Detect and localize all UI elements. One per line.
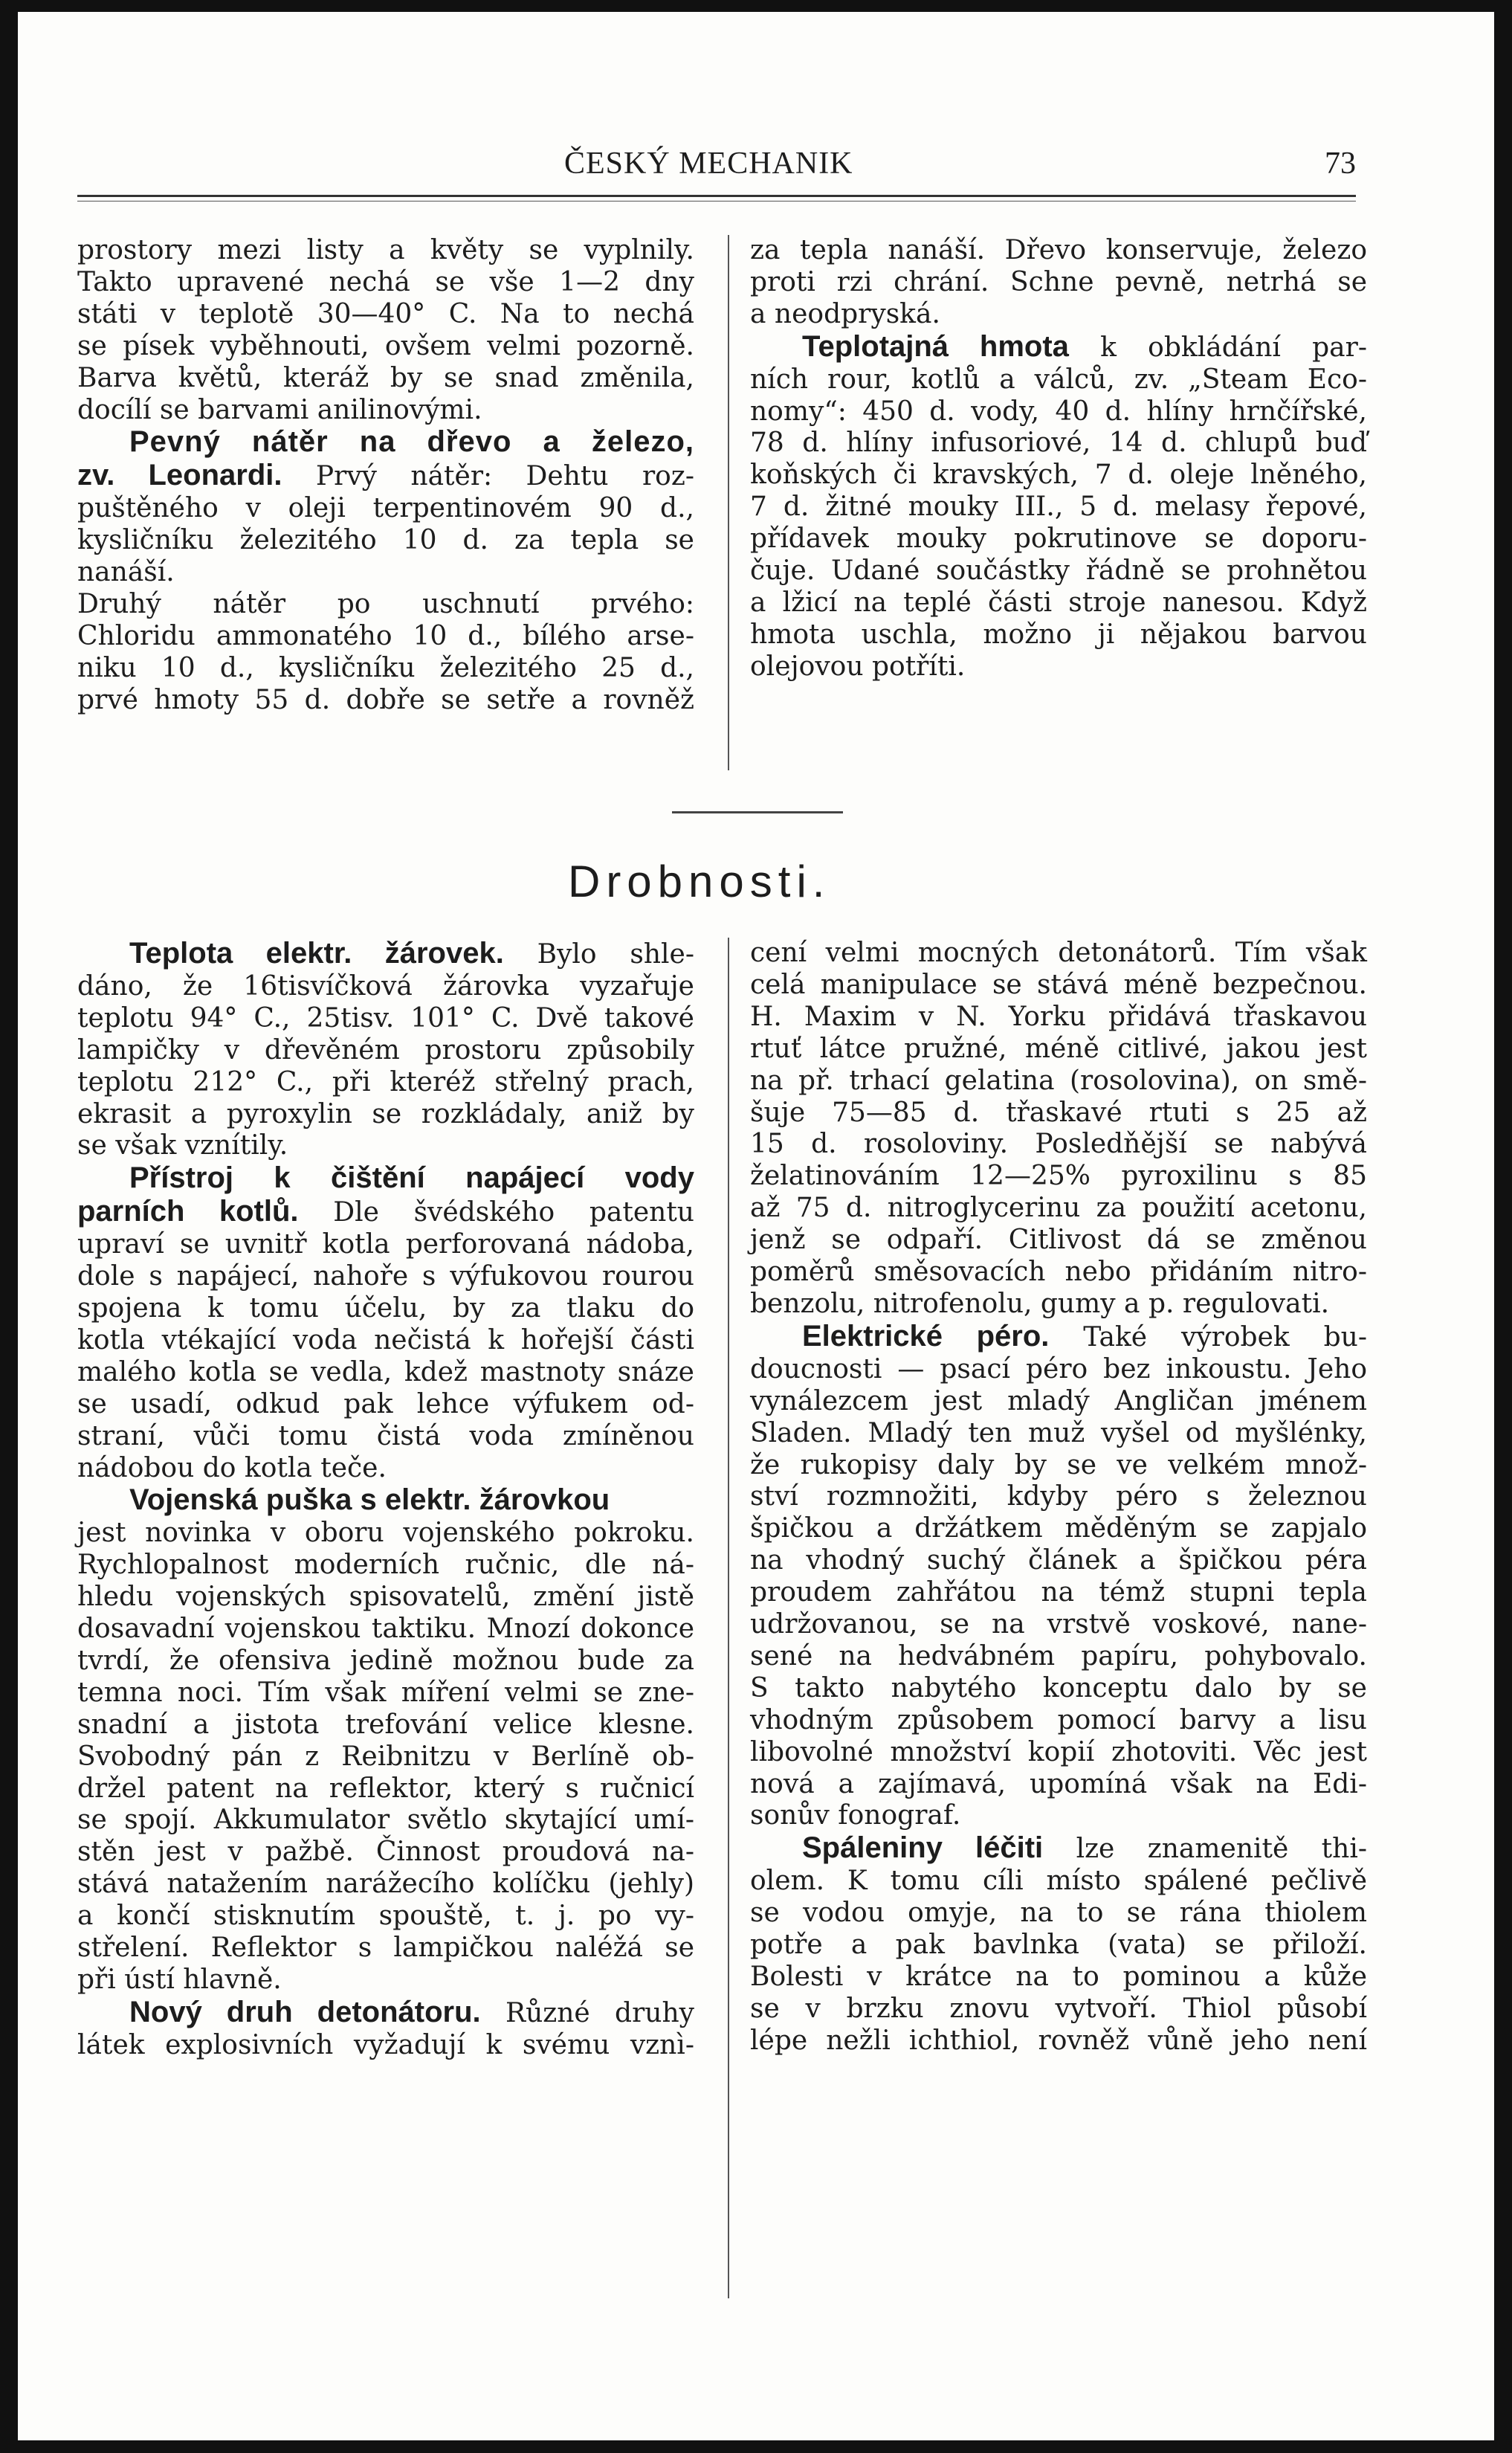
text-line: proti rzi chrání. Schne pevně, netrhá se xyxy=(750,266,1367,297)
text-line: proudem zahřátou na témž stupni tepla xyxy=(750,1577,1367,1608)
text-line: malého kotla se vedla, kdež mastnoty snáze xyxy=(77,1356,694,1387)
text-line: Rychlopalnost moderních ručnic, dle ná- xyxy=(77,1550,694,1581)
text-line: stává natažením narážecího kolíčku (jehly) xyxy=(77,1869,694,1900)
text-line: 78 d. hlíny infusoriové, 14 d. chlupů buď xyxy=(750,428,1367,459)
bottom-left-column xyxy=(77,938,694,2062)
text-line: ekrasit a pyroxylin se rozkládaly, aniž by xyxy=(77,1098,694,1129)
heading-vojenska-puska: Vojenská puška s elektr. žárovkou xyxy=(129,1483,610,1517)
text-line: Druhý nátěr po uschnutí prvého: xyxy=(77,588,694,619)
text-line: Svobodný pán z Reibnitzu v Berlíně ob- xyxy=(77,1741,694,1772)
text-line: se spojí. Akkumulator světlo skytající umí- xyxy=(77,1805,694,1836)
text-line: a lžicí na teplé části stroje nanesou. Když xyxy=(750,587,1367,618)
text-line: 7 d. žitné mouky III., 5 d. melasy řepové, xyxy=(750,491,1367,523)
text-line: hmota uschla, možno ji nějakou barvou xyxy=(750,619,1367,650)
text-line: látek explosivních vyžadují k svému vznì- xyxy=(77,2029,694,2060)
text-line: Barva květů, kteráž by se snad změnila, xyxy=(77,362,694,393)
text-line: olejovou potříti. xyxy=(750,651,966,682)
header-rule-thin xyxy=(77,201,1356,202)
text-line: kotla vtékající voda nečistá k hořejší části xyxy=(77,1324,694,1356)
text-line: čuje. Udané součástky řádně se prohnětou xyxy=(750,555,1367,587)
text-line: a neodpryská. xyxy=(750,298,940,329)
text-line: se písek vyběhnouti, ovšem velmi pozorně. xyxy=(77,330,694,361)
text-line: straní, vůči tomu čistá voda zmíněnou xyxy=(77,1420,694,1451)
column-divider-bottom xyxy=(728,938,729,2298)
text-line: Bolesti v krátce na to pominou a kůže xyxy=(750,1962,1367,1992)
section-divider xyxy=(672,811,843,813)
text-line: špičkou a držátkem měděným se zapjalo xyxy=(750,1513,1367,1544)
text-line: spojena k tomu účelu, by za tlaku do xyxy=(77,1292,694,1324)
text-line: prostory mezi listy a květy se vyplnily. xyxy=(77,235,694,265)
text-line: lampičky v dřevěném prostoru způsobily xyxy=(77,1034,694,1066)
text-line: Sladen. Mladý ten muž vyšel od myšlénky, xyxy=(750,1417,1367,1448)
heading-pevny-nater: Pevný nátěr na dřevo a železo, xyxy=(129,425,694,459)
text-line: dáno, že 16tisvíčková žárovka vyzařuje xyxy=(77,970,694,1002)
text-line: S takto nabytého konceptu dalo by se xyxy=(750,1672,1367,1703)
text-line: nomy“: 450 d. vody, 40 d. hlíny hrnčířské, xyxy=(750,396,1367,427)
column-divider-top xyxy=(728,235,729,770)
text-line: teplotu 94° C., 25tisv. 101° C. Dvě takové xyxy=(77,1002,694,1034)
heading-teplota-zarovek: Teplota elektr. žárovek. Bylo shle- xyxy=(129,937,694,970)
text-line: kysličníku železitého 10 d. za tepla se xyxy=(77,525,694,556)
heading-leonardi-line: zv. Leonardi. Prvý nátěr: Dehtu roz- xyxy=(77,459,694,492)
top-left-column xyxy=(77,235,694,717)
text-line: 15 d. rosoloviny. Posledňější se nabývá xyxy=(750,1129,1367,1160)
text-line: cení velmi mocných detonátorů. Tím však xyxy=(750,938,1367,968)
heading-spaleniny: Spáleniny léčiti lze znamenitě thi- xyxy=(802,1831,1368,1865)
journal-title: ČESKÝ MECHANIK xyxy=(564,146,853,181)
text-line: libovolné množství kopií zhotoviti. Věc jest xyxy=(750,1736,1367,1767)
text-line: olem. K tomu cíli místo spálené pečlivě xyxy=(750,1866,1367,1897)
text-line: prvé hmoty 55 d. dobře se setře a rovněž xyxy=(77,684,694,715)
text-line: za tepla nanáší. Dřevo konservuje, železo xyxy=(750,235,1367,265)
text-line: dosavadní vojenskou taktiku. Mnozí dokonce xyxy=(77,1614,694,1645)
text-line: že rukopisy daly by se ve velkém množ- xyxy=(750,1449,1367,1480)
text-line: Chloridu ammonatého 10 d., bílého arse- xyxy=(77,620,694,651)
text-line: H. Maxim v N. Yorku přidává třaskavou xyxy=(750,1001,1367,1032)
header-rule xyxy=(77,195,1356,197)
text-line: teplotu 212° C., při kteréž střelný prach, xyxy=(77,1066,694,1097)
text-line: vhodným způsobem pomocí barvy a lisu xyxy=(750,1704,1367,1735)
text-line: šuje 75—85 d. třaskavé rtuti s 25 až xyxy=(750,1097,1367,1128)
text-line: při ústí hlavně. xyxy=(77,1964,282,1995)
text-line: niku 10 d., kysličníku železitého 25 d., xyxy=(77,652,694,683)
heading-pristroj: Přístroj k čištění napájecí vody xyxy=(129,1161,694,1195)
text-line: tvrdí, že ofensiva jedině možnou bude za xyxy=(77,1645,694,1676)
text-line: Takto upravené nechá se vše 1—2 dny xyxy=(77,266,694,297)
text-line: rtuť látce pružné, méně citlivé, jakou jest xyxy=(750,1033,1367,1064)
text-line: se vodou omyje, na to se rána thiolem xyxy=(750,1898,1367,1929)
text-line: se však vznítily. xyxy=(77,1130,288,1161)
text-line: dole s napájecí, nahoře s výfukovou rourou xyxy=(77,1261,694,1292)
text-line: jest novinka v oboru vojenského pokroku. xyxy=(77,1518,694,1549)
text-line: upraví se uvnitř kotla perforovaná nádoba, xyxy=(77,1229,694,1260)
text-line: ství rozmnožiti, kdyby péro s železnou xyxy=(750,1481,1367,1512)
text-line: koňských či kravských, 7 d. oleje lněného, xyxy=(750,460,1367,491)
heading-parnich-kotlu: parních kotlů. Dle švédského patentu xyxy=(77,1195,694,1228)
text-line: nanáší. xyxy=(77,557,175,588)
text-line: potře a pak bavlnka (vata) se přiloží. xyxy=(750,1930,1367,1961)
text-line: doucnosti — psací péro bez inkoustu. Jeho xyxy=(750,1353,1367,1385)
text-line: až 75 d. nitroglycerinu za použití acetonu, xyxy=(750,1193,1367,1224)
top-right-column xyxy=(750,235,1367,683)
text-line: se usadí, odkud pak lehce výfukem od- xyxy=(77,1388,694,1419)
heading-teplotajna: Teplotajná hmota k obkládání par- xyxy=(802,329,1367,363)
text-line: sené na hedvábném papíru, pohybovalo. xyxy=(750,1640,1367,1672)
page-number: 73 xyxy=(1325,146,1356,181)
bottom-right-column xyxy=(750,938,1367,2057)
section-title: Drobnosti. xyxy=(568,857,831,906)
text-line: stěn jest v pažbě. Činnost proudová na- xyxy=(77,1837,694,1868)
heading-novy-detonator: Nový druh detonátoru. Různé druhy xyxy=(129,1995,694,2028)
text-line: temna noci. Tím však míření velmi se zne- xyxy=(77,1677,694,1708)
text-line: střelení. Reflektor s lampičkou naléžá se xyxy=(77,1933,694,1964)
text-line: se v brzku znovu vytvoří. Thiol působí xyxy=(750,1993,1367,2024)
text-line: na vhodný suchý článek a špičkou péra xyxy=(750,1545,1367,1576)
heading-elektricke-pero: Elektrické péro. Také výrobek bu- xyxy=(802,1319,1367,1353)
text-line: státi v teplotě 30—40° C. Na to nechá xyxy=(77,298,694,329)
text-line: hledu vojenských spisovatelů, změní jistě xyxy=(77,1582,694,1613)
running-header xyxy=(77,146,1356,190)
page xyxy=(18,12,1494,2440)
text-line: benzolu, nitrofenolu, gumy a p. regulovati. xyxy=(750,1288,1330,1319)
text-line: udržovanou, se na vrstvě voskové, nane- xyxy=(750,1609,1367,1640)
text-line: nová a zajímavá, upomíná však na Edi- xyxy=(750,1768,1367,1799)
text-line: lépe nežli ichthiol, rovněž vůně jeho není xyxy=(750,2025,1367,2056)
text-line: snadní a jistota trefování velice klesne. xyxy=(77,1709,694,1740)
text-line: želatinováním 12—25% pyroxilinu s 85 xyxy=(750,1161,1367,1192)
text-line: celá manipulace se stává méně bezpečnou. xyxy=(750,969,1367,1000)
text-line: držel patent na reflektor, který s ručnicí xyxy=(77,1773,694,1804)
text-line: puštěného v oleji terpentinovém 90 d., xyxy=(77,493,694,524)
text-line: docílí se barvami anilinovými. xyxy=(77,394,482,425)
text-line: poměrů směsovacích nebo přidáním nitro- xyxy=(750,1257,1367,1288)
text-line: a končí stisknutím spouště, t. j. po vy- xyxy=(77,1901,694,1932)
text-line: jenž se odpaří. Citlivost dá se změnou xyxy=(750,1225,1367,1256)
text-line: na př. trhací gelatina (rosolovina), on smě- xyxy=(750,1065,1367,1096)
text-line: nádobou do kotla teče. xyxy=(77,1452,387,1483)
text-line: vynálezcem jest mladý Angličan jménem xyxy=(750,1385,1367,1416)
text-line: ních rour, kotlů a válců, zv. „Steam Eco- xyxy=(750,364,1367,395)
text-line: přídavek mouky pokrutinove se doporu- xyxy=(750,523,1367,555)
text-line: sonův fonograf. xyxy=(750,1800,961,1831)
